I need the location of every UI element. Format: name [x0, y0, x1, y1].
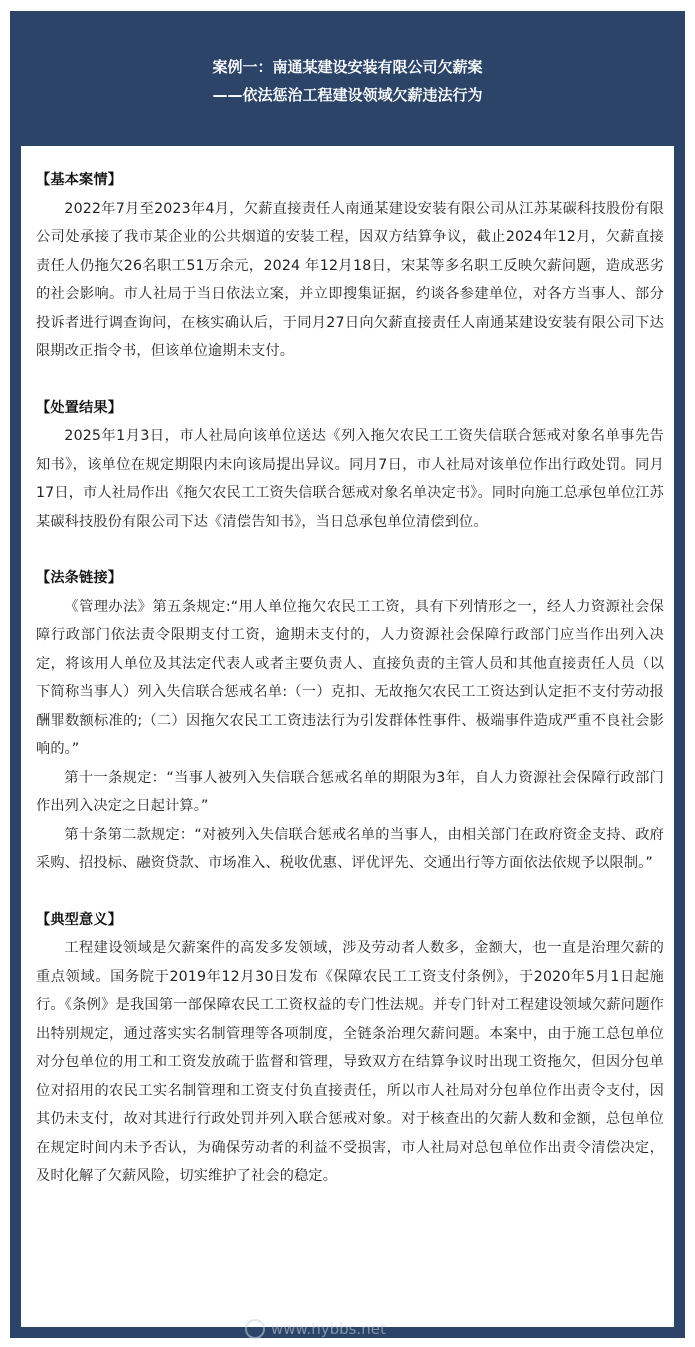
paragraph: 工程建设领域是欠薪案件的高发多发领域，涉及劳动者人数多，金额大，也一直是治理欠薪的重点领域。国务院于2019年12月30日发布《保障农民工工资支付条例》，于2020年5月1日起施行。《条例》是我国第一部保障农民工工资权益的专门性法规。并专门针对工程建设领域欠薪问题作出特别规定，通过落实实名制管理等各项制度，全链条治理欠薪问题。本案中，由于施工总包单位对分包单位的用工和工资发放疏于监督和管理，导致双方在结算争议时出现工资拖欠，但因分包单位对招用的农民工实名制管理和工资支付负直接责任，所以市人社局对分包单位作出责令支付，因其仍未支付，故对其进行行政处罚并列入联合惩戒对象。对于核查出的欠薪人数和金额，总包单位在规定时间内未予否认，为确保劳动者的利益不受损害，市人社局对总包单位作出责令清偿决定，及时化解了欠薪风险，切实维护了社会的稳定。	[36, 940, 664, 1184]
article-body	[21, 146, 674, 1191]
site-logo-icon	[245, 1319, 265, 1339]
section-typical-significance	[36, 906, 664, 1191]
section-basic-facts	[36, 166, 664, 366]
content-panel	[21, 146, 674, 1327]
section-legal-provisions	[36, 564, 664, 878]
case-subtitle: ——依法惩治工程建设领域欠薪违法行为	[212, 86, 483, 104]
section-title: 【基本案情】	[36, 172, 123, 188]
case-title: 案例一：南通某建设安装有限公司欠薪案	[212, 58, 483, 76]
watermark-text: www.hybbs.net	[271, 1320, 386, 1338]
watermark	[245, 1316, 455, 1342]
paragraph: 第十一条规定：“当事人被列入失信联合惩戒名单的期限为3年，自人力资源社会保障行政部门作出列入决定之日起计算。”	[36, 769, 664, 814]
article-frame	[10, 11, 685, 1338]
section-disposition-result	[36, 394, 664, 537]
section-title: 【典型意义】	[36, 911, 123, 928]
paragraph: 2022年7月至2023年4月，欠薪直接责任人南通某建设安装有限公司从江苏某碳科技股份有限公司处承接了我市某企业的公共烟道的安装工程，因双方结算争议，截止2024年12月，欠薪直接责任人仍拖欠26名职工51万余元，2024 年12月18日，宋某等多名职工反映欠薪问题，造成恶劣的社会影响。市人社局于当日依法立案，并立即搜集证据，约谈各参建单位，对各方当事人、部分投诉者进行调查询问，在核实确认后，于同月27日向欠薪直接责任人南通某建设安装有限公司下达限期改正指令书，但该单位逾期未支付。	[36, 200, 664, 359]
section-title: 【法条链接】	[36, 570, 123, 586]
section-title: 【处置结果】	[36, 399, 123, 416]
paragraph: 《管理办法》第五条规定:“用人单位拖欠农民工工资，具有下列情形之一，经人力资源社会保障行政部门依法责令限期支付工资，逾期未支付的，人力资源社会保障行政部门应当作出列入决定，将该用人单位及其法定代表人或者主要负责人、直接负责的主管人员和其他直接责任人员（以下简称当事人）列入失信联合惩戒名单:（一）克扣、无故拖欠农民工工资达到认定拒不支付劳动报酬罪数额标准的;（二）因拖欠农民工工资违法行为引发群体性事件、极端事件造成严重不良社会影响的。”	[36, 598, 664, 757]
paragraph: 第十条第二款规定：“对被列入失信联合惩戒名单的当事人，由相关部门在政府资金支持、政府采购、招投标、融资贷款、市场准入、税收优惠、评优评先、交通出行等方面依法依规予以限制。”	[36, 826, 664, 871]
article-header	[10, 11, 685, 146]
paragraph: 2025年1月3日，市人社局向该单位送达《列入拖欠农民工工资失信联合惩戒对象名单事先告知书》，该单位在规定期限内未向该局提出异议。同月7日，市人社局对该单位作出行政处罚。同月17日，市人社局作出《拖欠农民工工资失信联合惩戒对象名单决定书》。同时向施工总承包单位江苏某碳科技股份有限公司下达《清偿告知书》，当日总承包单位清偿到位。	[36, 428, 664, 530]
